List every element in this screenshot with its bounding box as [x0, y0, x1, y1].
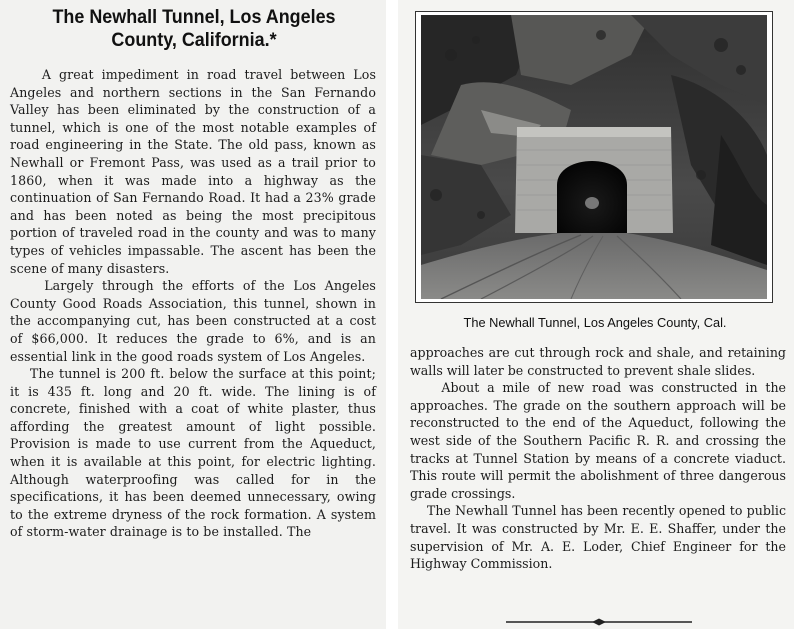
right-column [398, 0, 794, 629]
paragraph: About a mile of new road was constructed in the approaches. The grade on the southern approach will be reconstructed to the end of the Aqueduct, following the west side of the Southern Pacific R. R. and crossing the tracks at Tunnel Station by means of a concrete viaduct. This route will permit the abolishment of three dangerous grade crossings. [410, 380, 791, 501]
paragraph: The tunnel is 200 ft. below the surface at this point; it is 435 ft. long and 20 ft. wide. The lining is of concrete, finished with a coat of white plaster, thus affording the greatest amount of light possible. Provision is made to use current from the Aqueduct, when it is available at this point, for electric lighting. Although waterproofing was called for in the specifications, it has been deemed unnecessary, owing to the extreme dryness of the rock formation. A system of storm-water drainage is to be installed. The [10, 366, 381, 540]
photo-frame [415, 11, 773, 303]
paragraph: The Newhall Tunnel has been recently opened to public travel. It was constructed by Mr. E. E. Shaffer, under the supervision of Mr. A. E. Loder, Chief Engineer for the Highway Commission. [410, 503, 791, 572]
article-headline: The Newhall Tunnel, Los Angeles County, California.* [52, 6, 336, 51]
photo-caption: The Newhall Tunnel, Los Angeles County, Cal. [463, 315, 727, 330]
right-column-body [410, 344, 791, 573]
left-column [0, 0, 386, 629]
tunnel-photo-image [421, 15, 767, 299]
paragraph: approaches are cut through rock and shale, and retaining walls will later be constructed to prevent shale slides. [410, 345, 791, 378]
tunnel-photograph [421, 15, 767, 299]
end-ornament [506, 618, 692, 626]
left-column-body [10, 66, 381, 541]
paragraph: A great impediment in road travel between Los Angeles and northern sections in the San Fernando Valley has been eliminated by the construction of a tunnel, which is one of the most notable examples of road engineering in the State. The old pass, known as Newhall or Fremont Pass, was used as a trail prior to 1860, when it was made into a highway as the continuation of San Fernando Road. It had a 23% grade and has been noted as being the most precipitous portion of traveled road in the county and was to many types of vehicles impassable. The ascent has been the scene of many disasters. [10, 67, 381, 276]
paragraph: Largely through the efforts of the Los Angeles County Good Roads Association, this tunnel, shown in the accompanying cut, has been constructed at a cost of $66,000. It reduces the grade to 6%, and is an essential link in the good roads system of Los Angeles. [10, 278, 381, 364]
